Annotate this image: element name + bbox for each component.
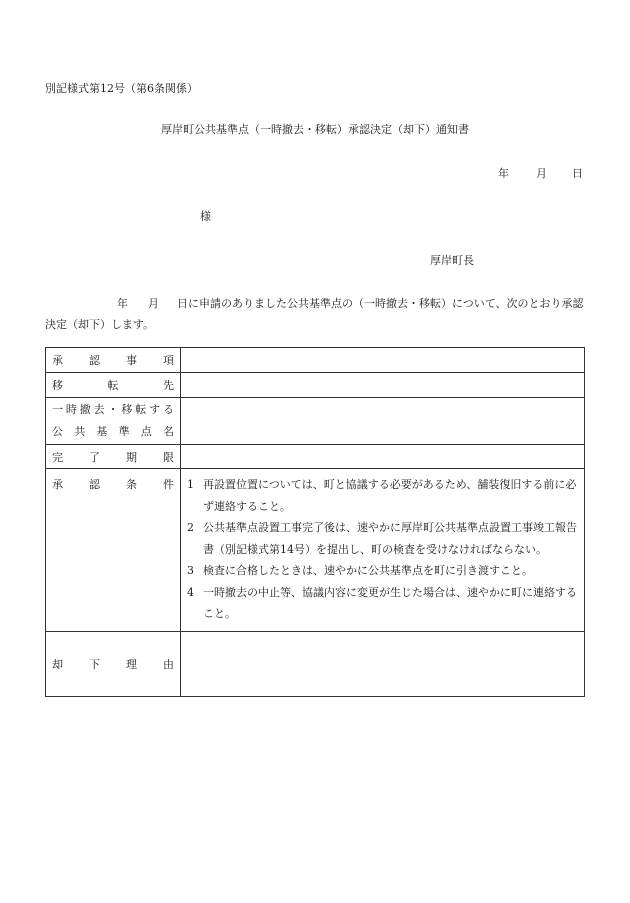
label-char: 承 xyxy=(52,478,63,491)
label-char: 由 xyxy=(163,657,174,671)
condition-text: 検査に合格したときは、速やかに公共基準点を町に引き渡すこと。 xyxy=(203,564,533,577)
table-row xyxy=(46,631,585,696)
deadline-label-cell xyxy=(46,445,181,469)
label-char: 点 xyxy=(140,425,152,438)
label-char: 名 xyxy=(162,425,174,438)
condition-text: 再設置位置については、町と協議する必要があるため、舗装復旧する前に必ず連絡すること。 xyxy=(203,478,577,513)
label-char: 去 xyxy=(93,403,105,416)
table-row xyxy=(46,348,585,373)
label-char: 認 xyxy=(89,478,100,491)
condition-number: 4 xyxy=(187,585,194,599)
body-year-label: 年 xyxy=(117,297,128,310)
condition-number: 1 xyxy=(187,478,194,491)
label-char: 転 xyxy=(135,403,147,416)
table-row xyxy=(46,469,585,632)
label-char: 先 xyxy=(163,379,174,392)
label-char: 時 xyxy=(65,403,77,416)
label-char: 認 xyxy=(89,354,100,367)
condition-number: 3 xyxy=(187,564,194,577)
rejection-label-cell xyxy=(46,631,181,696)
date-year-label: 年 xyxy=(498,167,509,180)
label-char: 理 xyxy=(126,657,137,671)
date-line xyxy=(498,165,583,181)
benchmark-name-label-line1 xyxy=(52,399,174,421)
label-char: 準 xyxy=(118,425,130,438)
label-char: 事 xyxy=(126,354,137,367)
label-char: 了 xyxy=(89,450,100,464)
condition-item xyxy=(187,474,578,517)
benchmark-name-label-cell xyxy=(46,398,181,445)
label-char: 移 xyxy=(121,403,133,416)
label-char: 基 xyxy=(96,425,108,438)
form-number-label: 別記様式第12号（第6条関係） xyxy=(45,82,198,95)
conditions-list xyxy=(181,469,584,631)
label-char: 一 xyxy=(52,403,63,416)
conditions-label xyxy=(52,476,174,492)
benchmark-name-label-line2 xyxy=(52,421,174,443)
destination-label xyxy=(52,377,174,393)
addressee-suffix: 様 xyxy=(200,210,211,223)
label-char: ・ xyxy=(107,403,119,416)
issuer-name: 厚岸町長 xyxy=(430,254,474,267)
label-char: 公 xyxy=(52,425,63,438)
date-day-label: 日 xyxy=(572,167,583,180)
condition-text: 公共基準点設置工事完了後は、速やかに厚岸町公共基準点設置工事竣工報告書（別記様式第14号）を提出し、町の検査を受けなければならない。 xyxy=(203,521,577,556)
condition-item xyxy=(187,582,578,625)
approval-item-label-cell xyxy=(46,348,181,373)
approval-item-value xyxy=(181,348,585,373)
condition-item xyxy=(187,560,578,582)
label-char: る xyxy=(163,403,174,416)
condition-item xyxy=(187,517,578,560)
label-char: 撤 xyxy=(79,403,91,416)
date-month-label: 月 xyxy=(536,167,547,180)
label-char: 項 xyxy=(163,354,174,367)
label-char: 却 xyxy=(52,657,63,671)
approval-info-table xyxy=(45,347,585,697)
approval-item-label xyxy=(52,352,174,368)
benchmark-name-value xyxy=(181,398,585,445)
destination-value xyxy=(181,373,585,398)
label-char: 転 xyxy=(107,379,119,392)
destination-label-cell xyxy=(46,373,181,398)
label-char: す xyxy=(149,403,161,416)
deadline-value xyxy=(181,445,585,469)
label-char: 移 xyxy=(52,379,63,392)
document-title: 厚岸町公共基準点（一時撤去・移転）承認決定（却下）通知書 xyxy=(161,123,469,136)
label-char: 承 xyxy=(52,354,63,367)
label-char: 件 xyxy=(163,478,174,491)
conditions-label-cell xyxy=(46,469,181,632)
table-row xyxy=(46,398,585,445)
conditions-cell xyxy=(181,469,585,632)
deadline-label xyxy=(52,449,174,465)
label-char: 完 xyxy=(52,450,63,464)
rejection-reason-label xyxy=(52,656,174,672)
label-char: 期 xyxy=(126,450,137,464)
body-month-label: 月 xyxy=(148,297,159,310)
label-char: 下 xyxy=(89,657,100,671)
label-char: 条 xyxy=(126,478,137,491)
body-text: 日に申請のありました公共基準点の（一時撤去・移転）について、次のとおり承認決定（却下）します。 xyxy=(45,297,584,331)
table-row xyxy=(46,445,585,469)
label-char: 限 xyxy=(163,450,174,464)
condition-text: 一時撤去の中止等、協議内容に変更が生じた場合は、速やかに町に連絡すること。 xyxy=(203,585,577,620)
table-row xyxy=(46,373,585,398)
label-char: 共 xyxy=(74,425,86,438)
rejection-reason-value xyxy=(181,631,585,696)
body-paragraph xyxy=(45,293,585,335)
condition-number: 2 xyxy=(187,521,194,534)
